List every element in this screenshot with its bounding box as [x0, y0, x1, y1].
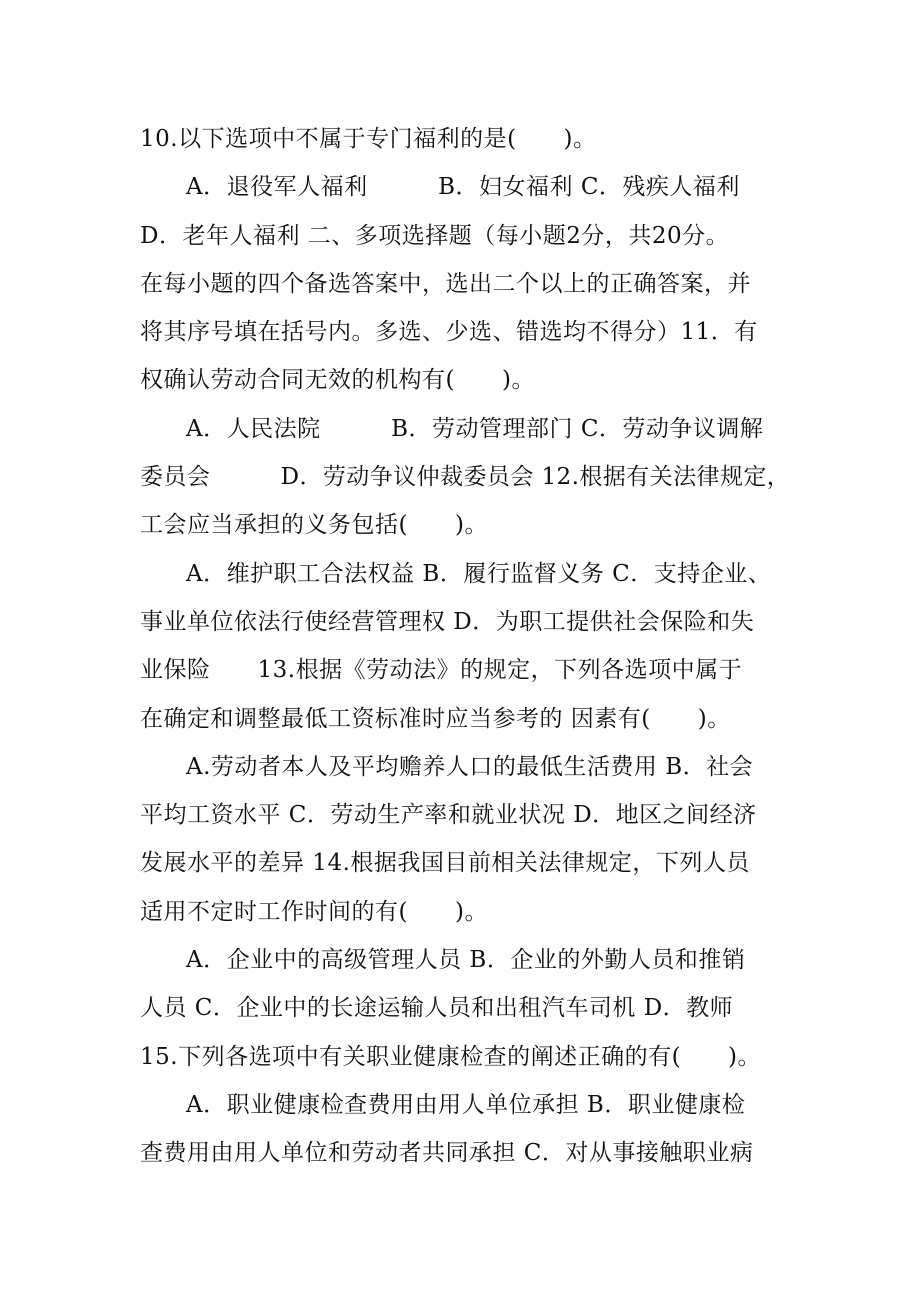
text-line: 在确定和调整最低工资标准时应当参考的 因素有( )。: [140, 705, 731, 732]
text-line: 10.以下选项中不属于专门福利的是( )。: [140, 126, 597, 152]
text-line: 在每小题的四个备选答案中，选出二个以上的正确答案，并: [140, 270, 751, 297]
text-line: A．维护职工合法权益 B．履行监督义务 C．支持企业、: [186, 560, 772, 587]
text-line: 发展水平的差异 14.根据我国目前相关法律规定，下列人员: [140, 850, 750, 877]
text-line: 15.下列各选项中有关职业健康检查的阐述正确的有( )。: [140, 1043, 762, 1070]
document-body: [140, 115, 790, 1178]
text-line: A．人民法院 B．劳动管理部门 C．劳动争议调解: [186, 415, 764, 442]
text-line: 将其序号填在括号内。多选、少选、错选均不得分）11．有: [140, 319, 758, 346]
text-line: A．企业中的高级管理人员 B．企业的外勤人员和推销: [186, 947, 746, 974]
text-line: 查费用由用人单位和劳动者共同承担 C．对从事接触职业病: [140, 1140, 754, 1167]
text-line: 委员会 D．劳动争议仲裁委员会 12.根据有关法律规定，: [140, 464, 791, 491]
text-line: A．职业健康检查费用由用人单位承担 B．职业健康检: [186, 1091, 746, 1118]
text-line: 业保险 13.根据《劳动法》的规定，下列各选项中属于: [140, 657, 743, 684]
text-line: 平均工资水平 C．劳动生产率和就业状况 D．地区之间经济: [140, 802, 757, 829]
text-line: 权确认劳动合同无效的机构有( )。: [140, 367, 535, 394]
text-line: D．老年人福利 二、多项选择题（每小题2分，共20分。: [140, 222, 730, 249]
text-line: 人员 C．企业中的长途运输人员和出租汽车司机 D．教师: [140, 995, 734, 1022]
text-line: 适用不定时工作时间的有( )。: [140, 898, 488, 925]
text-line: A．退役军人福利 B．妇女福利 C．残疾人福利: [186, 174, 740, 201]
text-line: 工会应当承担的义务包括( )。: [140, 512, 488, 539]
text-line: A.劳动者本人及平均赡养人口的最低生活费用 B．社会: [186, 753, 754, 780]
text-line: 事业单位依法行使经营管理权 D．为职工提供社会保险和失: [140, 608, 755, 635]
